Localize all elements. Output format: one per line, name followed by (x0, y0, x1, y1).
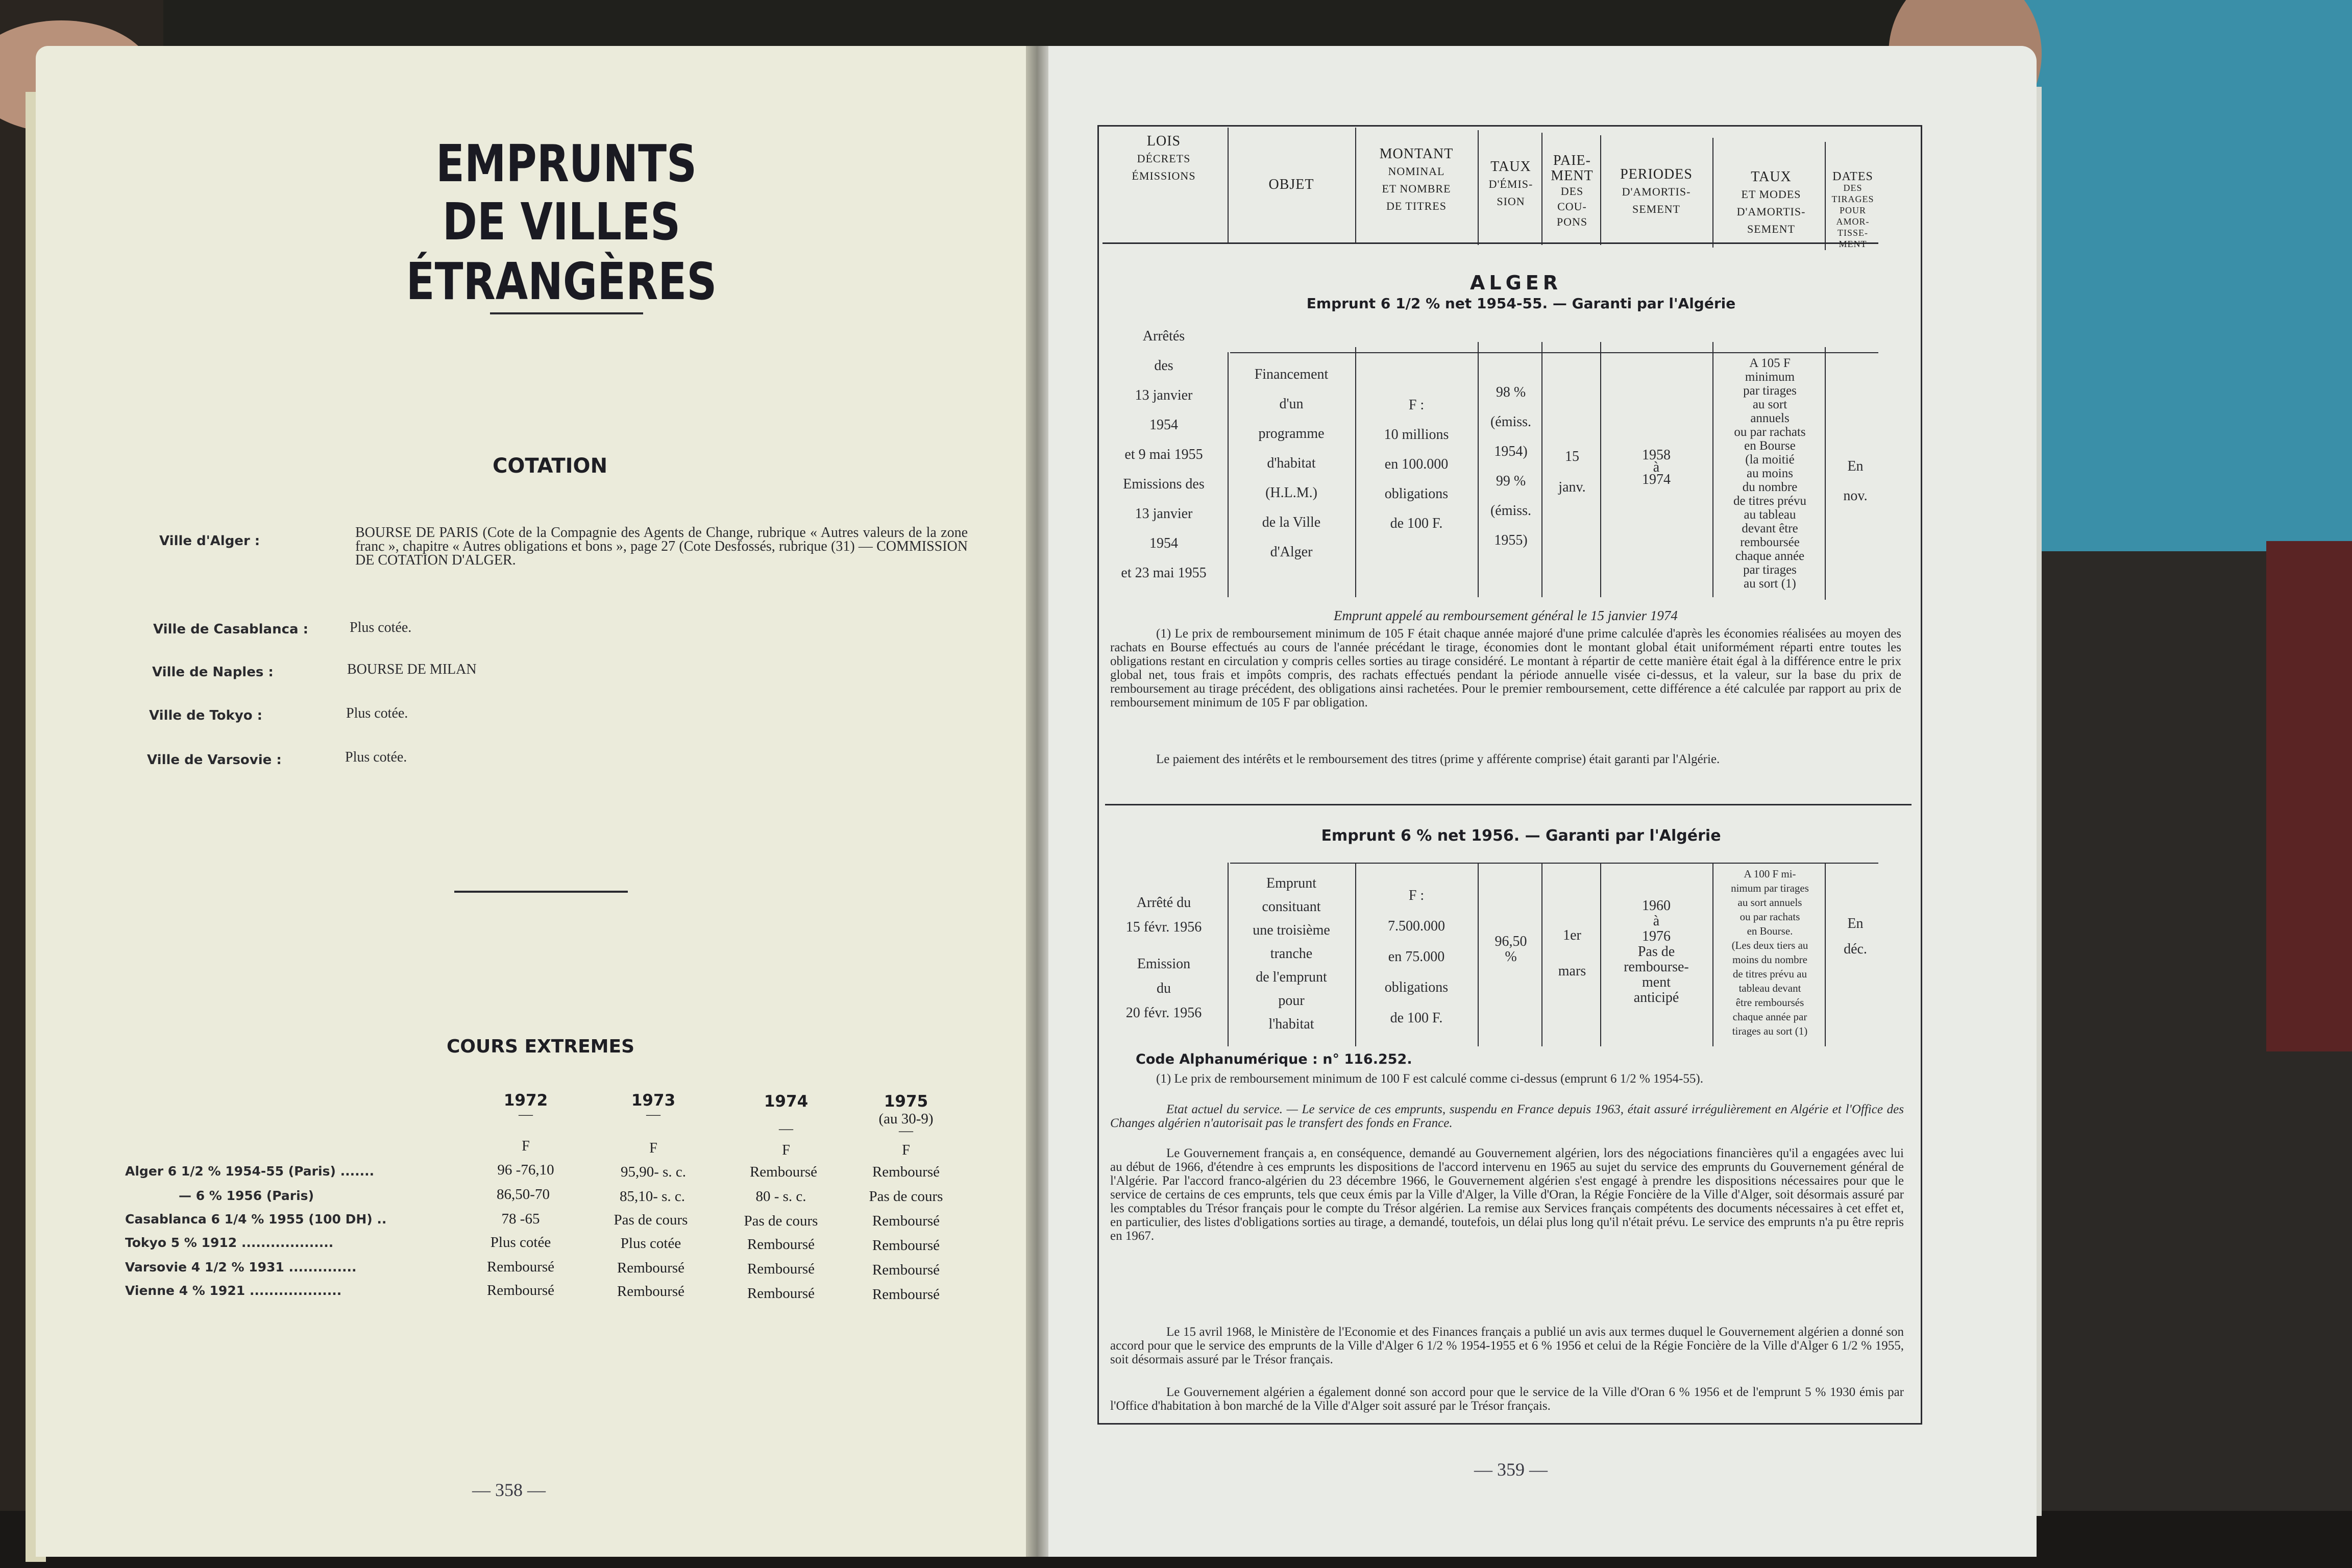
background-red-book (2266, 541, 2352, 1051)
col-header-dates: DATES DES TIRAGES POUR AMOR- TISSE- MENT (1831, 170, 1874, 249)
col-header-objet: OBJET (1268, 177, 1314, 192)
col-rule (1228, 352, 1229, 597)
cours-cell: Remboursé (747, 1236, 815, 1253)
emprunt-1-objet: Financement d'un programme d'habitat (H.L.M.) de la Ville d'Alger (1254, 366, 1329, 560)
cotation-rule (454, 891, 628, 893)
title-line-2: DE VILLES ÉTRANGÈRES (406, 192, 717, 311)
emprunt-2-dates: En déc. (1844, 916, 1867, 957)
col-rule (1825, 142, 1826, 250)
col-rule (1355, 863, 1356, 1046)
dash-1972: — (519, 1107, 533, 1122)
cours-cell: Remboursé (872, 1262, 940, 1278)
cours-cell: Remboursé (747, 1285, 815, 1302)
col-rule (1541, 863, 1542, 1046)
col-rule (1600, 863, 1601, 1046)
page-number-right: — 359 — (1474, 1459, 1548, 1480)
dash-1975: — (899, 1123, 913, 1139)
col-header-lois: LOIS DÉCRETS ÉMISSIONS (1132, 133, 1196, 182)
col-header-taux-modes: TAUX ET MODES D'AMORTIS- SEMENT (1736, 169, 1806, 235)
cours-cell: Plus cotée (490, 1234, 551, 1251)
emprunt-1-taux-modes: A 105 F minimum par tirages au sort annuels ou par rachats en Bourse (la moitié au moins du nombre de titres prévu au tableau devant être remboursée chaque année par tirages au sort (1) (1733, 356, 1806, 591)
cotation-value-tokyo: Plus cotée. (346, 705, 408, 721)
year-1975: 1975 (884, 1092, 928, 1111)
cours-cell: Remboursé (872, 1286, 940, 1303)
cours-cell: Remboursé (486, 1282, 555, 1298)
emprunt-1-title: Emprunt 6 1/2 % net 1954-55. — Garanti par l'Algérie (1306, 295, 1736, 312)
cours-cell: Pas de cours (869, 1188, 943, 1205)
code-alphanumerique: Code Alphanumérique : n° 116.252. (1136, 1051, 1412, 1067)
cotation-heading: COTATION (493, 454, 608, 478)
col-rule (1600, 135, 1601, 245)
cotation-value-alger: BOURSE DE PARIS (Cote de la Compagnie des Agents de Change, rubrique « Autres valeurs de la zone franc », chapitre « Autres obligations et bons », page 27 (Cote Desfossés, rubrique (31) — COMMISSION DE COTATION D'ALGER. (355, 525, 968, 568)
emprunt-1-note-2: Le paiement des intérêts et le remboursement des titres (prime y afférente comprise) était garanti par l'Algérie. (1156, 752, 1720, 766)
row-rule (1230, 863, 1878, 864)
unit-1974: F (782, 1142, 790, 1158)
dash-1973: — (646, 1107, 660, 1122)
etat-paragraph-1: Etat actuel du service. — Le service de ces emprunts, suspendu en France depuis 1963, était assuré irrégulièrement en Algérie et l'Office des Changes algérien n'autorisait pas le transfert des fonds en France. (1110, 1102, 1904, 1130)
cours-cell: Remboursé (872, 1213, 940, 1229)
col-rule (1355, 347, 1356, 597)
col-header-periodes: PERIODES D'AMORTIS- SEMENT (1620, 166, 1693, 215)
etat-paragraph-2: Le Gouvernement français a, en conséquence, demandé au Gouvernement algérien, lors des négociations financières qu'il a engagées avec lui au début de 1966, d'étendre à ces emprunts les dispositions de l'accord intervenu en 1965 au sujet du service des emprunts du Gouvernement général de l'Algérie. Par l'accord franco-algérien du 23 décembre 1966, le Gouvernement algérien s'est engagé à prendre les dispositions nécessaires pour que le service de certains de ces emprunts, tels que ceux émis par la Ville d'Alger, la Ville d'Oran, la Régie Foncière de la Ville d'Alger, soit désormais assuré par les comptables du Trésor français pour le compte du Trésor algérien. La remise aux Services français compétents des documents nécessaires à cet effet et, en particulier, des listes d'obligations sorties au tirage, a demandé, toutefois, un délai plus long qu'il n'était prévu. Le service des emprunts n'a pu être repris en 1967. (1110, 1146, 1904, 1243)
emprunt-1-paiement: 15 janv. (1558, 449, 1586, 495)
col-rule (1541, 133, 1542, 245)
etat-paragraph-4: Le Gouvernement algérien a également donné son accord pour que le service de la Ville d'Oran 6 % 1956 et de l'emprunt 5 % 1930 émis par l'Office d'habitation à bon marché de la Ville d'Alger soit assuré par le Trésor français. (1110, 1385, 1904, 1413)
col-rule (1825, 863, 1826, 1046)
cours-cell: Plus cotée (620, 1235, 681, 1252)
col-rule (1478, 863, 1479, 1046)
year-1972: 1972 (503, 1091, 548, 1110)
year-1973: 1973 (631, 1091, 676, 1110)
cours-cell: Remboursé (486, 1259, 555, 1275)
section-rule (1105, 804, 1912, 805)
cours-cell: 95,90- s. c. (620, 1164, 687, 1180)
book-gutter (1026, 46, 1048, 1557)
cours-cell: Remboursé (747, 1261, 815, 1277)
etat-paragraph-3: Le 15 avril 1968, le Ministère de l'Economie et des Finances français a publié un avis aux termes duquel le Gouvernement algérien a donné son accord pour que le service des emprunts de la Ville d'Alger 6 1/2 % 1954-1955 et 6 % 1956 et celui de la Régie Foncière de la Ville d'Alger 6 1/2 % 1955, soit désormais assuré par le Trésor français. (1110, 1325, 1904, 1366)
cours-cell: Remboursé (872, 1237, 940, 1254)
emprunt-2-taux: 96,50 % (1494, 934, 1527, 965)
emprunt-2-paiement: 1er mars (1558, 927, 1586, 979)
col-rule (1478, 130, 1479, 245)
cotation-value-varsovie: Plus cotée. (345, 749, 407, 765)
emprunt-1-appel: Emprunt appelé au remboursement général le 15 janvier 1974 (1334, 608, 1678, 623)
col-rule (1478, 342, 1479, 597)
cours-cell: 80 - s. c. (755, 1188, 806, 1205)
cours-row-label: Tokyo 5 % 1912 ................... (125, 1235, 334, 1250)
col-rule (1712, 863, 1713, 1046)
header-rule (1102, 242, 1878, 244)
dash-1974: — (779, 1121, 793, 1137)
page-number-left: — 358 — (472, 1480, 546, 1500)
city-alger: ALGER (1469, 272, 1562, 294)
cotation-label-tokyo: Ville de Tokyo : (149, 708, 263, 723)
cours-cell: Remboursé (872, 1164, 940, 1180)
cotation-value-naples: BOURSE DE MILAN (347, 662, 477, 677)
row-rule (1230, 352, 1878, 353)
cours-cell: Remboursé (749, 1164, 818, 1180)
cotation-label-varsovie: Ville de Varsovie : (147, 752, 282, 768)
cours-cell: 78 -65 (501, 1211, 540, 1227)
col-header-paiement: PAIE- MENT DES COU- PONS (1551, 153, 1594, 228)
year-1975-note: (au 30-9) (878, 1111, 934, 1127)
col-rule (1825, 347, 1826, 600)
cours-row-label: Alger 6 1/2 % 1954-55 (Paris) ....... (125, 1164, 375, 1179)
cours-cell: 85,10- s. c. (619, 1188, 685, 1205)
emprunt-2-lois: Arrêté du 15 févr. 1956 Emission du 20 févr. 1956 (1125, 895, 1202, 1021)
unit-1975: F (902, 1142, 910, 1158)
emprunt-2-objet: Emprunt consituant une troisième tranche de l'emprunt pour l'habitat (1253, 875, 1330, 1032)
cours-row-label: Casablanca 6 1/4 % 1955 (100 DH) .. (125, 1212, 387, 1227)
cours-cell: Remboursé (617, 1283, 685, 1300)
col-header-taux: TAUX D'ÉMIS- SION (1488, 159, 1533, 208)
unit-1972: F (522, 1138, 530, 1154)
emprunt-1-dates: En nov. (1843, 458, 1868, 504)
emprunt-2-taux-modes: A 100 F mi- nimum par tirages au sort annuels ou par rachats en Bourse. (Les deux tiers au moins du nombre de titres prévu au tableau devant être remboursés chaque année par tirages au sort (1) (1731, 868, 1809, 1037)
emprunt-2-note: (1) Le prix de remboursement minimum de 100 F est calculé comme ci-dessus (emprunt 6 1/2 % 1954-55). (1156, 1072, 1703, 1086)
col-rule (1712, 138, 1713, 248)
cours-cell: Pas de cours (744, 1213, 818, 1229)
col-rule (1228, 863, 1229, 1046)
cotation-value-casablanca: Plus cotée. (350, 620, 412, 635)
emprunt-1-lois: Arrêtés des 13 janvier 1954 et 9 mai 1955 Emissions des 13 janvier 1954 et 23 mai 1955 (1121, 328, 1207, 581)
col-header-montant: MONTANT NOMINAL ET NOMBRE DE TITRES (1379, 146, 1454, 212)
cours-cell: Remboursé (617, 1260, 685, 1276)
col-rule (1228, 128, 1229, 242)
cours-cell: 96 -76,10 (497, 1162, 554, 1178)
cours-heading: COURS EXTREMES (447, 1036, 634, 1057)
emprunt-1-periodes: 1958 à 1974 (1642, 447, 1671, 487)
title-rule (490, 312, 643, 314)
cours-cell: 86,50-70 (497, 1186, 550, 1203)
col-rule (1355, 128, 1356, 242)
emprunt-1-note: (1) Le prix de remboursement minimum de 105 F était chaque année majoré d'une prime calculée d'après les économies réalisées au moyen des rachats en Bourse effectués au cours de l'année précédant le tirage, économies dont le montant global était uniformément réparti entre toutes les obligations restant en circulation y compris celles sorties au tirage considéré. Le montant à répartir de cette manière était égal à la différence entre le prix global net, tous frais et impôts compris, des rachats effectués pendant la période annuelle visée ci-dessus, et la valeur, sur la base du prix de remboursement au tirage précédent, des obligations ainsi rachetées. Pour le premier remboursement, cette différence a été calculée par rapport au prix de remboursement minimum de 105 F par obligation. (1110, 627, 1901, 709)
emprunt-2-title: Emprunt 6 % net 1956. — Garanti par l'Algérie (1321, 827, 1721, 845)
cotation-label-casablanca: Ville de Casablanca : (153, 622, 309, 637)
cours-row-label: Vienne 4 % 1921 ................... (125, 1283, 342, 1298)
cotation-label-naples: Ville de Naples : (152, 665, 274, 680)
cours-cell: Pas de cours (614, 1212, 688, 1228)
emprunt-2-montant: F : 7.500.000 en 75.000 obligations de 100 F. (1384, 888, 1449, 1026)
cours-row-label: Varsovie 4 1/2 % 1931 .............. (125, 1260, 357, 1275)
cotation-label-alger: Ville d'Alger : (159, 533, 260, 549)
emprunt-1-taux: 98 % (émiss. 1954) 99 % (émiss. 1955) (1490, 384, 1532, 548)
background-blue-book (2021, 0, 2352, 551)
unit-1973: F (649, 1140, 657, 1156)
col-rule (1600, 342, 1601, 597)
year-1974: 1974 (764, 1092, 808, 1111)
col-rule (1712, 342, 1713, 597)
col-rule (1541, 342, 1542, 597)
title-line-1: EMPRUNTS (436, 134, 697, 193)
emprunt-1-montant: F : 10 millions en 100.000 obligations de 100 F. (1384, 397, 1449, 531)
emprunt-2-periodes: 1960 à 1976 Pas de rembourse- ment anticipé (1624, 898, 1689, 1006)
cours-row-label: — 6 % 1956 (Paris) (179, 1188, 314, 1203)
